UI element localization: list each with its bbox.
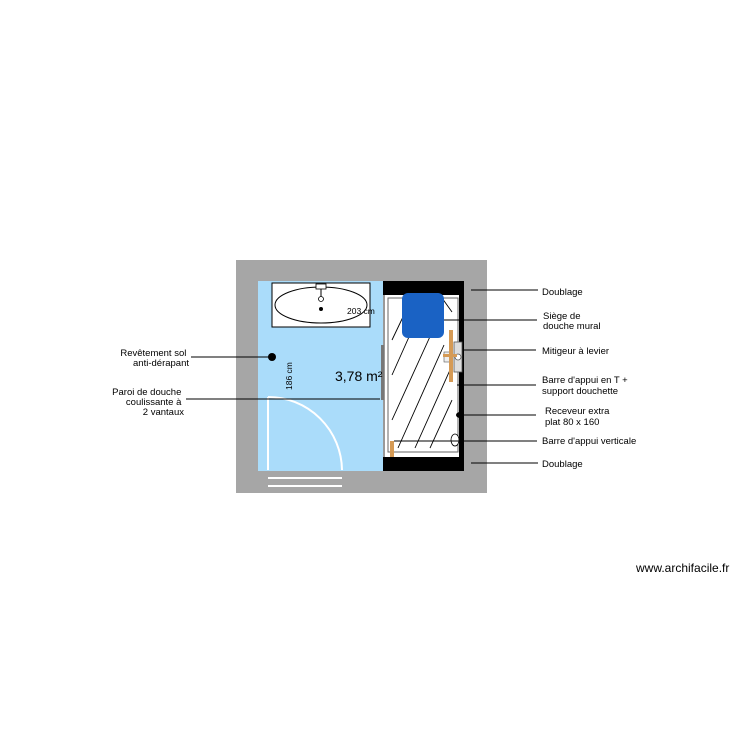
area-label: 3,78 m² (335, 368, 383, 384)
t-bar-label: Barre d'appui en T + support douchette (542, 375, 628, 397)
doublage-top-label: Doublage (542, 287, 583, 298)
tray-edge-mark (456, 412, 464, 418)
seat-label: Siège de douche mural (543, 311, 601, 332)
doublage-right (459, 281, 464, 471)
door-threshold (268, 471, 342, 493)
doublage-bottom-label: Doublage (542, 459, 583, 470)
shower-wall-label: Paroi de douche coulissante à 2 vantaux (112, 387, 184, 418)
mixer-label: Mitigeur à levier (542, 346, 610, 357)
washbasin-icon (272, 283, 370, 327)
doublage-top (383, 281, 464, 295)
doublage-bottom (383, 457, 464, 471)
drain-icon (451, 434, 459, 446)
watermark: www.archifacile.fr (636, 561, 730, 575)
tray-label: Receveur extra plat 80 x 160 (545, 406, 610, 428)
floor-covering-label: Revêtement sol anti-dérapant (120, 348, 189, 369)
vertical-grab-bar (390, 441, 394, 457)
width-dimension: 203 cm (347, 306, 375, 316)
height-dimension: 186 cm (284, 362, 294, 390)
vertical-bar-label: Barre d'appui verticale (542, 436, 637, 447)
shower-seat-icon (402, 293, 444, 338)
